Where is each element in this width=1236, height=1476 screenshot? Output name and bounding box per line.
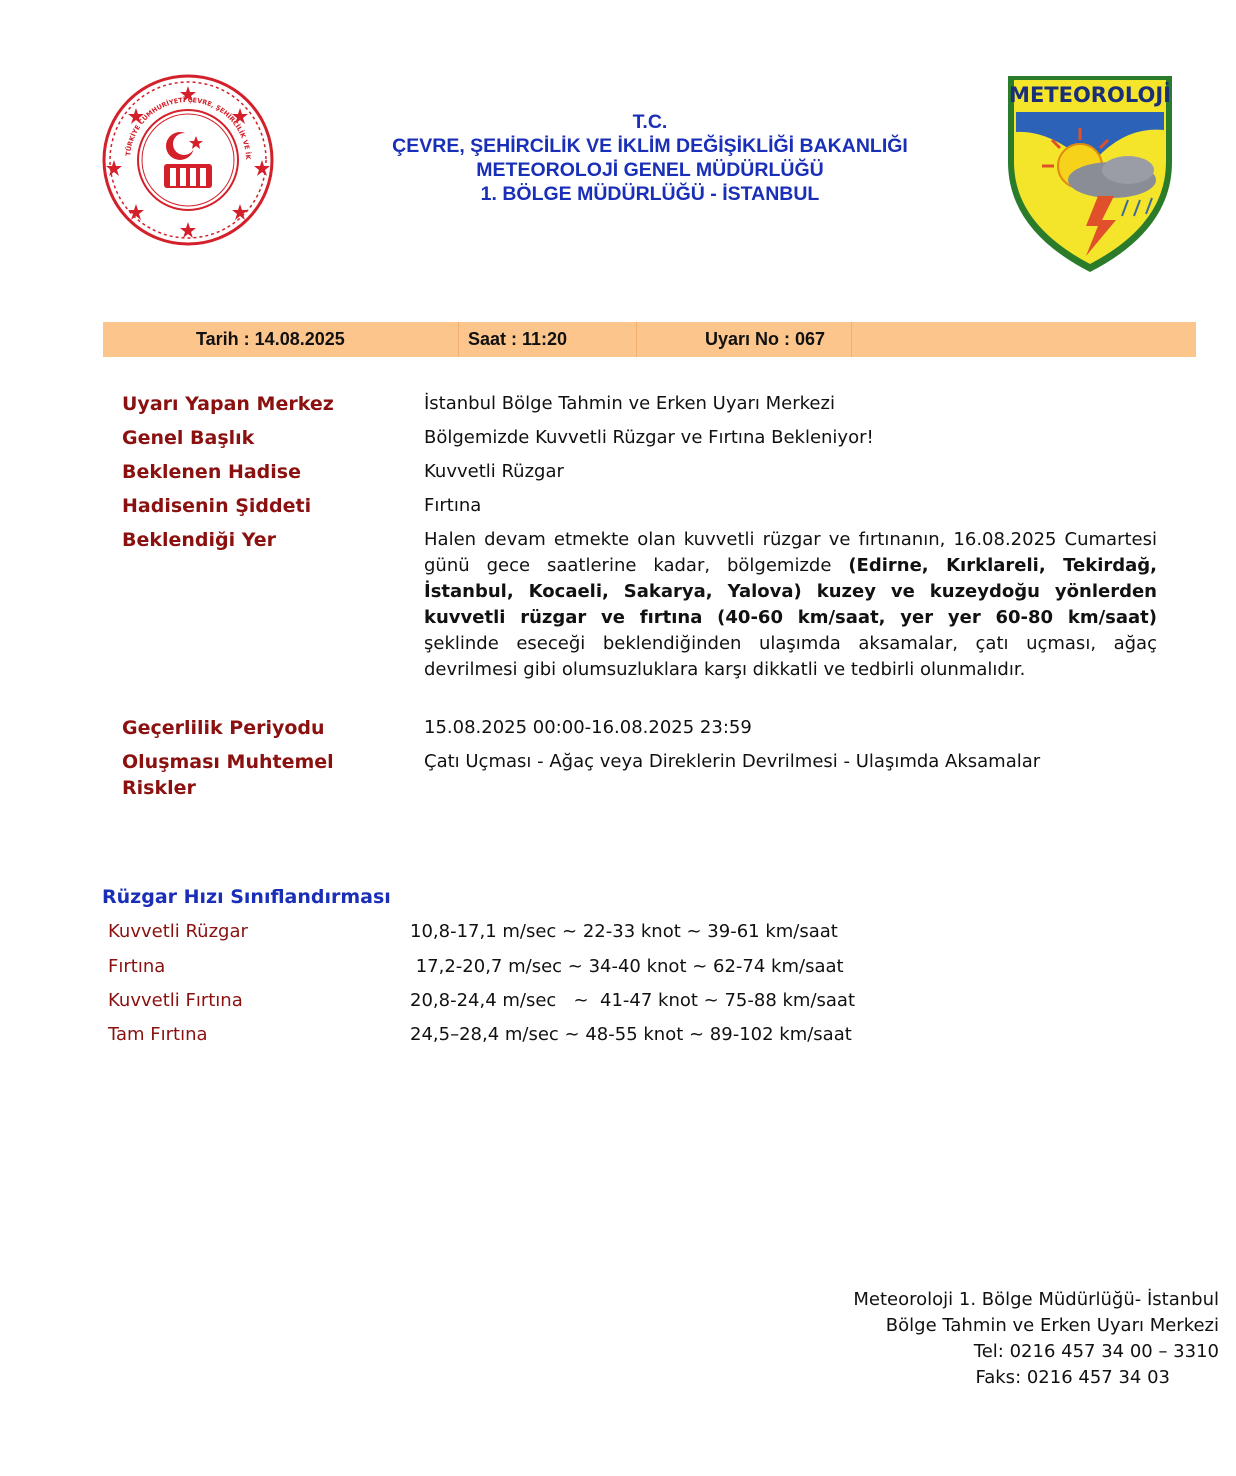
- warning-date: Tarih : 14.08.2025: [196, 329, 345, 349]
- header-line-region: 1. BÖLGE MÜDÜRLÜĞÜ - İSTANBUL: [480, 183, 820, 205]
- expected-event-value: Kuvvetli Rüzgar: [424, 461, 564, 482]
- severity-label: Hadisenin Şiddeti: [122, 495, 312, 517]
- warning-number: Uyarı No : 067: [705, 329, 826, 349]
- header-line-directorate: METEOROLOJİ GENEL MÜDÜRLÜĞÜ: [476, 159, 824, 181]
- expected-event-label: Beklenen Hadise: [122, 461, 301, 483]
- header-line-ministry: ÇEVRE, ŞEHİRCİLİK VE İKLİM DEĞİŞİKLİĞİ BAKANLIĞI: [392, 135, 908, 157]
- wind-classification-title: Rüzgar Hızı Sınıflandırması: [102, 886, 391, 908]
- issuing-center-value: İstanbul Bölge Tahmin ve Erken Uyarı Merkezi: [424, 393, 835, 414]
- info-bar: [103, 322, 1196, 357]
- wind-class-value: 17,2-20,7 m/sec ~ 34-40 knot ~ 62-74 km/saat: [410, 956, 844, 977]
- general-title-label: Genel Başlık: [122, 427, 255, 449]
- location-text: Halen devam etmekte olan kuvvetli rüzgar ve fırtınanın, 16.08.2025 Cumartesi günü gece saatlerine kadar, bölgemizde: [424, 529, 1157, 576]
- location-label: Beklendiği Yer: [122, 529, 277, 551]
- severity-value: Fırtına: [424, 495, 482, 516]
- warning-time: Saat : 11:20: [468, 329, 568, 349]
- validity-period-label: Geçerlilik Periyodu: [122, 717, 325, 739]
- location-text-end: şeklinde eseceği beklendiğinden ulaşımda aksamalar, çatı uçması, ağaç devrilmesi gibi olumsuzluklara karşı dikkatli ve tedbirli olunmalıdır.: [424, 633, 1157, 680]
- meteoroloji-shield-logo: [1002, 70, 1178, 276]
- logo-text: METEOROLOJİ: [1009, 83, 1171, 107]
- wind-class-label: Tam Fırtına: [108, 1024, 208, 1045]
- location-bold-text: (Edirne, Kırklareli, Tekirdağ, İstanbul, Kocaeli, Sakarya, Yalova) kuzey ve kuzeydoğu yönlerden kuvvetli rüzgar ve fırtına (40-60 km/saat, yer yer 60-80 km/saat): [424, 555, 1157, 628]
- footer-phone: Tel: 0216 457 34 00 – 3310: [973, 1341, 1219, 1362]
- footer-fax: Faks: 0216 457 34 03: [975, 1367, 1170, 1388]
- info-bar-divider: [851, 322, 852, 357]
- svg-text:TÜRKİYE CUMHURİYETİ ÇEVRE, ŞEH: TÜRKİYE CUMHURİYETİ ÇEVRE, ŞEHİRCİLİK VE İK: [124, 95, 253, 160]
- general-title-value: Bölgemizde Kuvvetli Rüzgar ve Fırtına Bekleniyor!: [424, 427, 874, 448]
- wind-class-value: 20,8-24,4 m/sec ~ 41-47 knot ~ 75-88 km/saat: [410, 990, 856, 1011]
- wind-class-label: Fırtına: [108, 956, 166, 977]
- wind-class-label: Kuvvetli Rüzgar: [108, 921, 248, 942]
- wind-class-label: Kuvvetli Fırtına: [108, 990, 243, 1011]
- info-bar-divider: [458, 322, 459, 357]
- info-bar-divider: [636, 322, 637, 357]
- ministry-seal-logo: [100, 72, 276, 248]
- validity-period-value: 15.08.2025 00:00-16.08.2025 23:59: [424, 717, 752, 738]
- footer-office: Meteoroloji 1. Bölge Müdürlüğü- İstanbul: [853, 1289, 1219, 1310]
- footer-center: Bölge Tahmin ve Erken Uyarı Merkezi: [885, 1315, 1219, 1336]
- possible-risks-label: Oluşması Muhtemel Riskler: [122, 751, 334, 799]
- header-line-tc: T.C.: [632, 111, 668, 133]
- location-value: [424, 527, 1157, 683]
- issuing-center-label: Uyarı Yapan Merkez: [122, 393, 334, 415]
- possible-risks-value: Çatı Uçması - Ağaç veya Direklerin Devrilmesi - Ulaşımda Aksamalar: [424, 751, 1041, 772]
- wind-class-value: 24,5–28,4 m/sec ~ 48-55 knot ~ 89-102 km/saat: [410, 1024, 852, 1045]
- wind-class-value: 10,8-17,1 m/sec ~ 22-33 knot ~ 39-61 km/saat: [410, 921, 838, 942]
